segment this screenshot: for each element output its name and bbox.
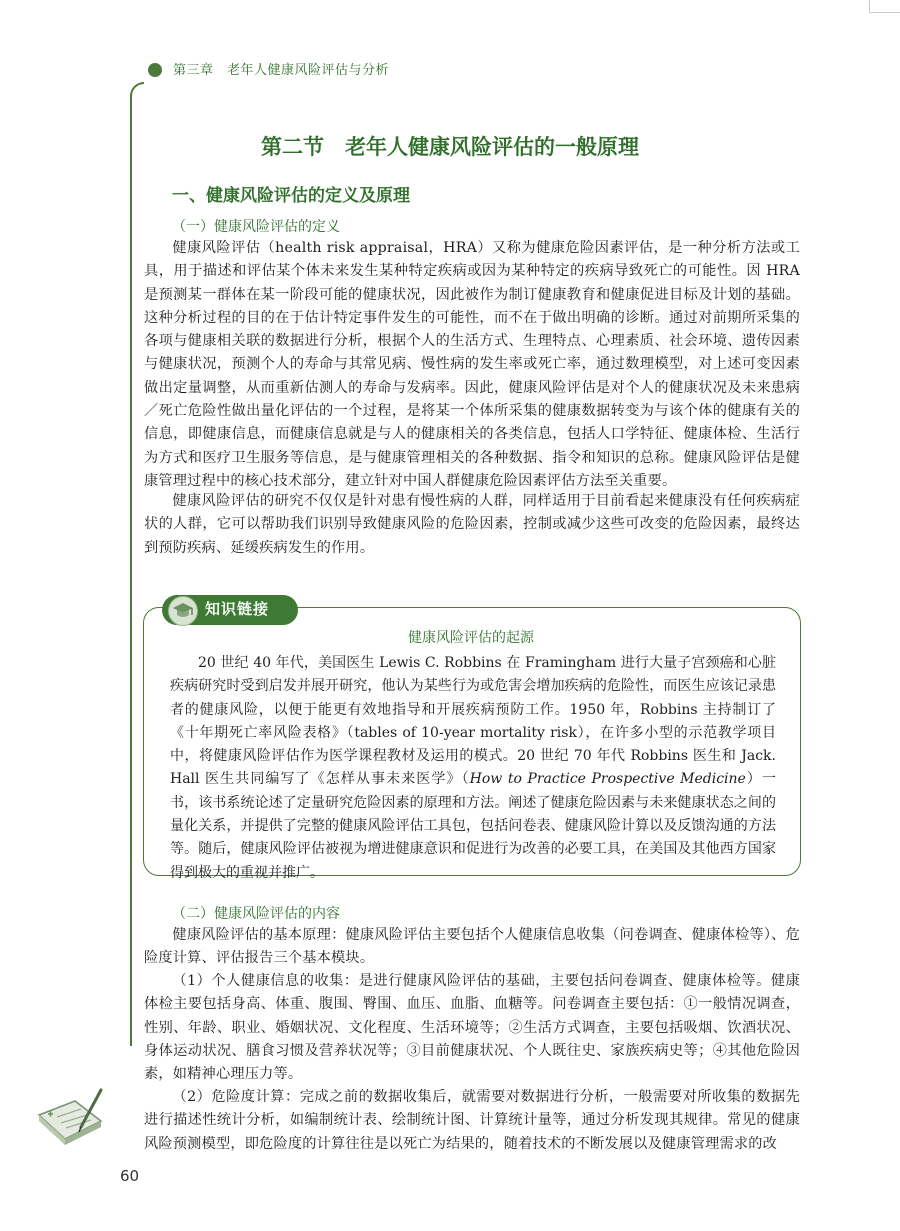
paragraph-basic-principle: 健康风险评估的基本原理：健康风险评估主要包括个人健康信息收集（问卷调查、健康体检等）、危险度计算、评估报告三个基本模块。 (144, 927, 800, 967)
chapter-margin-line (130, 82, 144, 1046)
graduation-cap-icon (168, 596, 198, 626)
clipboard-pen-icon (35, 1087, 107, 1153)
paragraph-definition: 健康风险评估（health risk appraisal，HRA）又称为健康危险因素评估，是一种分析方法或工具，用于描述和评估某个体未来发生某种特定疾病或因为某种特定的疾病导致死亡的可能性。因 HRA 是预测某一群体在某一阶段可能的健康状况，因此被作为制订健康教育和健康促进目标及计划的基础。这种分析过程的目的在于估计特定事件发生的可能性，而不在于做出明确的诊断。通过对前期所采集的各项与健康相关联的数据进行分析，根据个人的生活方式、生理特点、心理素质、社会环境、遗传因素与健康状况，预测个人的寿命与其常见病、慢性病的发生率或死亡率，通过数理模型，对上述可变因素做出定量调整，从而重新估测人的寿命与发病率。因此，健康风险评估是对个人的健康状况及未来患病／死亡危险性做出量化评估的一个过程，是将某一个体所采集的健康数据转变为与该个体的健康有关的信息，即健康信息，而健康信息就是与人的健康相关的各类信息，包括人口学特征、健康体检、生活行为方式和医疗卫生服务等信息，是与健康管理相关的各种数据、指令和知识的总称。健康风险评估是健康管理过程中的核心技术部分，建立针对中国人群健康危险因素评估方法至关重要。 (144, 240, 800, 489)
knowledge-text-part-1: 20 世纪 40 年代，美国医生 Lewis C. Robbins 在 Framingham 进行大量子宫颈癌和心脏疾病研究时受到启发并展开研究，他认为某些行为或危害会增加疾病的危险性，而医生应该记录患者的健康风险，以便于能更有效地指导和开展疾病预防工作。1950 年，Robbins 主持制订了《十年期死亡率风险表格》（tables of 10-year mortality risk），在许多小型的示范教学项目中，将健康风险评估作为医学课程教材及运用的模式。20 世纪 70 年代 Robbins 医生和 Jack. Hall 医生共同编写了《怎样从事未来医学》（ (170, 655, 776, 788)
knowledge-badge-label: 知识链接 (205, 600, 270, 618)
knowledge-text-part-2: ）一书，该书系统论述了定量研究危险因素的原理和方法。阐述了健康危险因素与未来健康状态之间的量化关系，并提供了完整的健康风险评估工具包，包括问卷表、健康风险计算以及反馈沟通的方法等。随后，健康风险评估被视为增进健康意识和促进行为改善的必要工具，在美国及其他西方国家得到极大的重视并推广。 (170, 771, 777, 881)
knowledge-title: 健康风险评估的起源 (408, 630, 534, 646)
chapter-bullet (148, 63, 162, 77)
chapter-header: 第三章 老年人健康风险评估与分析 (173, 63, 390, 78)
subheading-definition: （一）健康风险评估的定义 (172, 219, 340, 235)
heading-definition-principle: 一、健康风险评估的定义及原理 (172, 186, 410, 206)
paragraph-info-collection: （1）个人健康信息的收集：是进行健康风险评估的基础，主要包括问卷调查、健康体检等。健康体检主要包括身高、体重、腹围、臀围、血压、血脂、血糖等。问卷调查主要包括：①一般情况调查，性别、年龄、职业、婚姻状况、文化程度、生活环境等；②生活方式调查，主要包括吸烟、饮酒状况、身体运动状况、膳食习惯及营养状况等；③目前健康状况、个人既往史、家族疾病史等；④其他危险因素，如精神心理压力等。 (144, 973, 800, 1083)
section-title: 第二节 老年人健康风险评估的一般原理 (261, 135, 639, 159)
knowledge-paragraph (170, 652, 776, 885)
knowledge-book-title: How to Practice Prospective Medicine (469, 771, 746, 788)
paragraph-risk-calculation: （2）危险度计算：完成之前的数据收集后，就需要对数据进行分析，一般需要对所收集的数据先进行描述性统计分析，如编制统计表、绘制统计图、计算统计量等，通过分析发现其规律。常见的健康风险预测模型，即危险度的计算往往是以死亡为结果的，随着技术的不断发展以及健康管理需求的改 (144, 1089, 800, 1152)
page-number: 60 (120, 1167, 140, 1185)
subheading-content: （二）健康风险评估的内容 (172, 906, 340, 922)
paragraph-application: 健康风险评估的研究不仅仅是针对患有慢性病的人群，同样适用于目前看起来健康没有任何疾病症状的人群，它可以帮助我们识别导致健康风险的危险因素，控制或减少这些可改变的危险因素，最终达到预防疾病、延缓疾病发生的作用。 (144, 493, 800, 556)
page-corner-mark (869, 0, 900, 13)
